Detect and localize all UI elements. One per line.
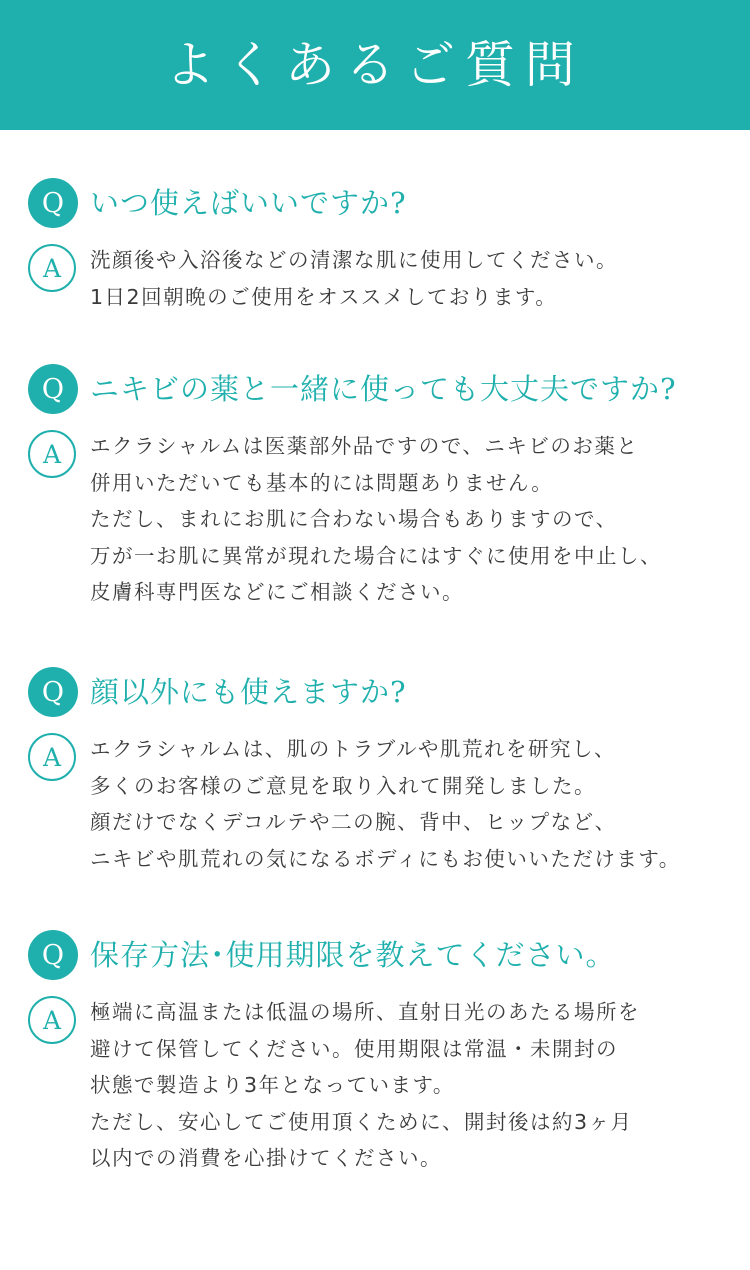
question-row [28, 364, 738, 416]
answer-line: 状態で製造より3年となっています。 [90, 1073, 455, 1097]
q-badge-icon: Q [28, 364, 78, 414]
question-row [28, 930, 738, 982]
answer-line: エクラシャルムは、肌のトラブルや肌荒れを研究し、 [90, 737, 616, 761]
faq-item-2 [28, 364, 738, 611]
q-badge-icon: Q [28, 930, 78, 980]
answer-text [90, 994, 738, 1177]
answer-line: 顔だけでなくデコルテや二の腕、背中、ヒップなど、 [90, 810, 617, 834]
answer-line: エクラシャルムは医薬部外品ですので、ニキビのお薬と [90, 434, 639, 458]
question-text: 保存方法･使用期限を教えてください。 [90, 938, 616, 972]
question-row [28, 667, 738, 719]
a-badge-icon: A [28, 244, 76, 292]
answer-line: ニキビや肌荒れの気になるボディにもお使いいただけます。 [90, 846, 681, 871]
answer-line: 多くのお客様のご意見を取り入れて開発しました。 [90, 773, 596, 798]
faq-item-3 [28, 667, 738, 877]
faq-item-4 [28, 930, 738, 1177]
a-badge-icon: A [28, 430, 76, 478]
answer-line: 併用いただいても基本的には問題ありません。 [90, 470, 554, 495]
answer-line: 1日2回朝晩のご使用をオススメしております。 [90, 284, 558, 309]
answer-row [28, 428, 738, 611]
question-text: ニキビの薬と一緒に使っても大丈夫ですか? [90, 372, 677, 406]
page-title: よくあるご質問 [165, 36, 585, 94]
question-text: 顔以外にも使えますか? [90, 675, 407, 709]
answer-line: 洗顔後や入浴後などの清潔な肌に使用してください。 [90, 248, 618, 272]
answer-line: 避けて保管してください。使用期限は常温・未開封の [90, 1036, 618, 1061]
a-badge-icon: A [28, 733, 76, 781]
q-badge-icon: Q [28, 667, 78, 717]
answer-line: 万が一お肌に異常が現れた場合にはすぐに使用を中止し、 [90, 543, 662, 568]
q-badge-icon: Q [28, 178, 78, 228]
answer-line: 以内での消費を心掛けてください。 [90, 1146, 442, 1170]
question-row [28, 178, 738, 230]
answer-line: ただし、まれにお肌に合わない場合もありますので、 [90, 507, 618, 531]
answer-line: 皮膚科専門医などにご相談ください。 [90, 580, 464, 604]
answer-text [90, 242, 738, 315]
answer-row [28, 242, 738, 315]
faq-item-1 [28, 178, 738, 315]
answer-row [28, 731, 738, 877]
answer-row [28, 994, 738, 1177]
question-text: いつ使えばいいですか? [90, 186, 407, 220]
page-header [0, 0, 750, 130]
answer-text [90, 731, 738, 877]
answer-line: ただし、安心してご使用頂くために、開封後は約3ヶ月 [90, 1109, 633, 1134]
answer-text [90, 428, 738, 611]
answer-line: 極端に高温または低温の場所、直射日光のあたる場所を [90, 1000, 640, 1024]
a-badge-icon: A [28, 996, 76, 1044]
